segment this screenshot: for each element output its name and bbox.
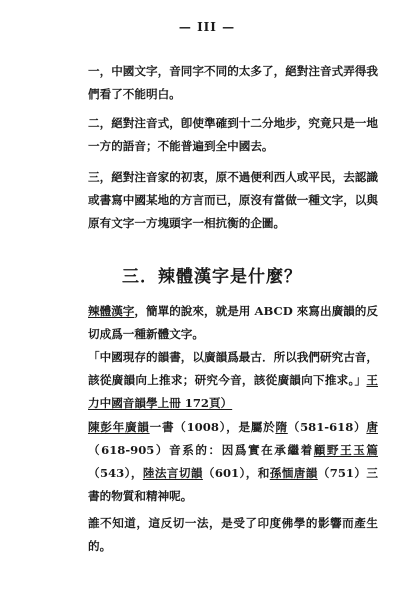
book-guangyun: 陳彭年廣韻 <box>88 420 150 434</box>
book-tangyun: 孫愐唐韻 <box>269 466 318 480</box>
paragraph-point-two: 二，絕對注音式，卽使準確到十二分地步，究竟只是一地一方的語音；不能普遍到全中國去。 <box>88 116 378 153</box>
dynasty-sui: 隋 <box>275 420 288 434</box>
section-heading: 三．辣體漢字是什麼？ <box>122 267 302 287</box>
definition-paragraph <box>88 300 378 346</box>
history-text-4: （543）， <box>88 466 143 480</box>
history-paragraph <box>88 416 378 508</box>
history-text-1: 一書（1008），是屬於 <box>149 420 276 434</box>
quote-source: 王力中國音韻學上冊 172頁） <box>88 373 378 410</box>
quote-paragraph <box>88 346 378 415</box>
paragraph-point-one: 一，中國文字，音同字不同的太多了，絕對注音式弄得我們看了不能明白。 <box>88 64 378 101</box>
definition-text: ，簡單的說來，就是用 ABCD 來寫出廣韻的反切成爲一種新體文字。 <box>88 304 378 341</box>
quote-text: 「中國現存的韻書，以廣韻爲最古．所以我們研究古音，該從廣韻向上推求；研究今音，該從廣韻向下推求。」 <box>88 350 378 387</box>
closing-paragraph: 誰不知道，這反切一法，是受了印度佛學的影響而產生的。 <box>88 516 378 553</box>
dynasty-tang: 唐 <box>366 420 378 434</box>
history-text-3: （618-905）音系的：因爲實在承繼着 <box>88 443 314 457</box>
page-number: — III — <box>178 20 236 34</box>
history-text-6: （751）三書的物質和精神呢。 <box>88 466 378 503</box>
book-yupian: 顧野王玉篇 <box>313 443 378 457</box>
history-text-2: （581-618） <box>287 420 367 434</box>
paragraph-point-three: 三，絕對注音家的初衷，原不過便利西人或平民，去認識或書寫中國某地的方言而已，原沒有當做一種文字，以與原有文字一方塊頭字一相抗衡的企圖。 <box>88 170 378 230</box>
book-qieyun: 陸法言切韻 <box>142 466 203 480</box>
history-text-5: （601），和 <box>202 466 270 480</box>
term-underlined: 辣體漢字 <box>88 304 135 318</box>
